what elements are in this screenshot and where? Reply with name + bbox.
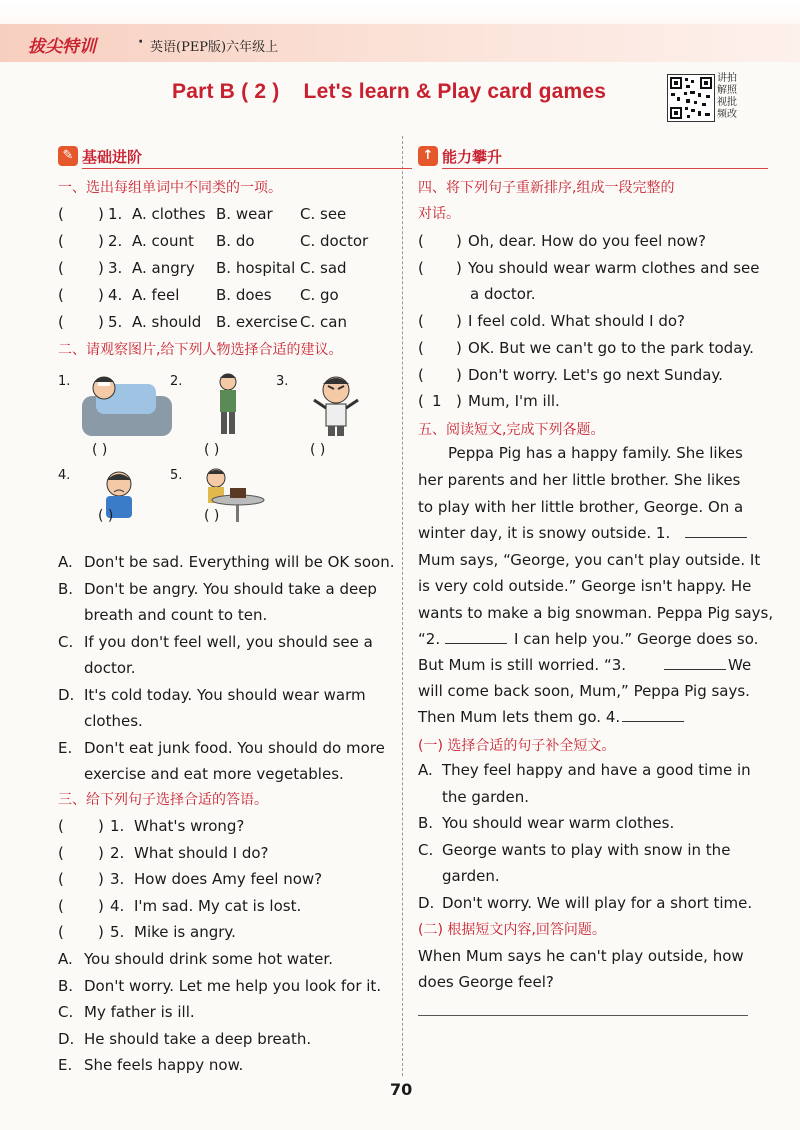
- sick-boy-in-bed-image: [76, 370, 176, 440]
- option-letter: A.: [58, 553, 73, 571]
- answer-paren-close: ): [98, 232, 104, 250]
- option-c: C. go: [300, 286, 339, 304]
- dialogue-line: You should wear warm clothes and see: [468, 258, 760, 277]
- option-text: If you don't feel well, you should see a: [84, 632, 373, 651]
- answer-paren-open[interactable]: (: [58, 232, 64, 250]
- answer-paren-close: ): [456, 338, 462, 357]
- dialogue-line: a doctor.: [470, 285, 536, 304]
- brand-logo: 拔尖特训: [28, 37, 96, 57]
- angry-boy-image: [306, 370, 366, 440]
- answer-paren-open[interactable]: (: [418, 392, 424, 411]
- option-letter: E.: [58, 738, 73, 757]
- option-b: B. exercise: [216, 313, 298, 331]
- option-b: B. do: [216, 232, 255, 250]
- item-number: 4.: [108, 286, 123, 304]
- answer-paren-open[interactable]: (: [58, 896, 64, 915]
- option-text: He should take a deep breath.: [84, 1029, 312, 1048]
- item-number: 4.: [110, 896, 125, 915]
- qr-caption: 讲拍 解照 视批 频改: [717, 73, 737, 120]
- dialogue-line: Oh, dear. How do you feel now?: [468, 232, 706, 250]
- q3-heading: 三、给下列句子选择合适的答语。: [58, 792, 268, 808]
- passage-line: But Mum is still worried. “3.: [418, 656, 627, 674]
- option-c: C. sad: [300, 259, 347, 277]
- option-text: You should wear warm clothes.: [442, 814, 675, 832]
- option-c: C. doctor: [300, 232, 369, 250]
- option-text: Don't worry. We will play for a short time.: [442, 893, 753, 912]
- item-number: 5.: [110, 923, 125, 941]
- option-text: Don't be sad. Everything will be OK soon.: [84, 553, 395, 571]
- answer-paren-open[interactable]: (: [58, 843, 64, 862]
- answer-paren-close: ): [98, 870, 104, 888]
- passage-line: Then Mum lets them go. 4.: [418, 708, 621, 726]
- item-number: 1.: [108, 205, 123, 223]
- answer-paren-open[interactable]: (: [58, 313, 64, 331]
- q5-sub2: (二) 根据短文内容,回答问题。: [418, 922, 606, 938]
- option-text: George wants to play with snow in the: [442, 840, 731, 859]
- item-text: What's wrong?: [134, 817, 245, 835]
- page-title: Part B ( 2 ) Let's learn & Play card games: [172, 80, 607, 103]
- q5-sub1: (一) 选择合适的句子补全短文。: [418, 738, 616, 754]
- column-divider: [402, 136, 403, 1076]
- passage-line: Mum says, “George, you can't play outside. It: [418, 551, 761, 569]
- item-number: 3.: [108, 259, 123, 277]
- answer-line[interactable]: [418, 1015, 748, 1016]
- item-text: What should I do?: [134, 843, 269, 862]
- answer-paren-close: ): [98, 313, 104, 331]
- answer-blank[interactable]: [685, 537, 747, 538]
- option-text: Don't eat junk food. You should do more: [84, 738, 385, 757]
- option-letter: E.: [58, 1056, 73, 1074]
- item-text: Mike is angry.: [134, 923, 236, 941]
- option-text: She feels happy now.: [84, 1056, 244, 1074]
- page-number: 70: [390, 1080, 413, 1099]
- answer-blank[interactable]: [445, 643, 507, 644]
- passage-line: will come back soon, Mum,” Peppa Pig says.: [418, 682, 750, 700]
- answer-paren-open[interactable]: (: [418, 312, 424, 331]
- passage-line: I can help you.” George does so.: [514, 630, 759, 648]
- option-letter: D.: [418, 893, 435, 912]
- option-text: exercise and eat more vegetables.: [84, 765, 344, 783]
- option-letter: D.: [58, 1029, 75, 1048]
- q5-heading: 五、阅读短文,完成下列各题。: [418, 422, 605, 438]
- answer-paren-close: ): [98, 843, 104, 862]
- option-a: A. count: [132, 232, 194, 250]
- answer-paren-open[interactable]: (: [418, 338, 424, 357]
- answer-paren-open[interactable]: (: [418, 365, 424, 384]
- answer-paren-open[interactable]: (: [58, 286, 64, 304]
- option-a: A. angry: [132, 259, 195, 277]
- answer-paren-open[interactable]: (: [58, 817, 64, 835]
- answer-paren-close: ): [456, 365, 462, 384]
- option-letter: C.: [418, 840, 434, 859]
- subject-label: 英语(PEP版)六年级上: [150, 40, 279, 55]
- dialogue-line: Mum, I'm ill.: [468, 392, 560, 411]
- answer-blank[interactable]: [664, 669, 726, 670]
- option-text: My father is ill.: [84, 1003, 195, 1021]
- item-number: 2.: [108, 232, 123, 250]
- answer-paren-open[interactable]: (: [418, 232, 424, 250]
- item-number: 3.: [110, 870, 125, 888]
- answer-paren-close: ): [456, 232, 462, 250]
- option-text: breath and count to ten.: [84, 606, 268, 624]
- option-a: A. should: [132, 313, 202, 331]
- answer-paren-close: ): [456, 312, 462, 331]
- cold-boy-image: [208, 370, 248, 440]
- header-dot: ·: [138, 34, 144, 50]
- passage-line: to play with her little brother, George. On a: [418, 498, 744, 516]
- option-a: A. clothes: [132, 205, 206, 223]
- option-text: Don't be angry. You should take a deep: [84, 579, 377, 598]
- q5-question-line1: When Mum says he can't play outside, how: [418, 947, 744, 965]
- option-letter: C.: [58, 632, 74, 651]
- answer-paren-close: ): [456, 392, 462, 411]
- answer-paren-close: ): [98, 896, 104, 915]
- answer-paren-close: ): [98, 923, 104, 941]
- passage-line: wants to make a big snowman. Peppa Pig says,: [418, 604, 774, 622]
- answer-paren-close: ): [98, 286, 104, 304]
- item-number: 2.: [110, 843, 125, 862]
- option-letter: C.: [58, 1003, 74, 1021]
- passage-line: We: [728, 656, 752, 674]
- option-c: C. can: [300, 313, 347, 331]
- rocket-icon: ↑: [418, 146, 438, 166]
- answer-paren-open[interactable]: (: [58, 205, 64, 223]
- dialogue-line: I feel cold. What should I do?: [468, 312, 686, 331]
- q4-heading-line1: 四、将下列句子重新排序,组成一段完整的: [418, 180, 675, 196]
- passage-line: “2.: [418, 630, 441, 648]
- item-number: 5.: [108, 313, 123, 331]
- option-letter: D.: [58, 685, 75, 704]
- q5-question-line2: does George feel?: [418, 973, 554, 991]
- answer-paren-close: ): [456, 258, 462, 277]
- answer-paren-close: ): [98, 817, 104, 835]
- header-band: [0, 24, 800, 62]
- item-number: 1.: [110, 817, 125, 835]
- answer-paren-open[interactable]: (: [58, 259, 64, 277]
- answer-paren-open[interactable]: (: [58, 923, 64, 941]
- qr-code[interactable]: [667, 74, 715, 122]
- passage-line: winter day, it is snowy outside. 1.: [418, 524, 671, 542]
- option-text: the garden.: [442, 787, 530, 806]
- passage-line: is very cold outside.” George isn't happy. He: [418, 577, 752, 595]
- option-b: B. wear: [216, 205, 273, 223]
- option-b: B. hospital: [216, 259, 296, 277]
- q2-heading: 二、请观察图片,给下列人物选择合适的建议。: [58, 342, 343, 358]
- option-text: garden.: [442, 867, 500, 885]
- answer-paren-close: ): [98, 205, 104, 223]
- option-text: clothes.: [84, 712, 143, 730]
- item-text: How does Amy feel now?: [134, 870, 323, 888]
- passage-line: her parents and her little brother. She likes: [418, 471, 741, 489]
- pen-icon: ✎: [58, 146, 78, 166]
- q1-heading: 一、选出每组单词中不同类的一项。: [58, 180, 282, 196]
- option-text: doctor.: [84, 659, 136, 677]
- option-text: Don't worry. Let me help you look for it.: [84, 976, 382, 995]
- option-text: It's cold today. You should wear warm: [84, 685, 366, 704]
- option-a: A. feel: [132, 286, 180, 304]
- answer-value[interactable]: 1: [432, 392, 442, 411]
- dialogue-line: OK. But we can't go to the park today.: [468, 338, 754, 357]
- answer-paren-open[interactable]: (: [418, 258, 424, 277]
- item-text: I'm sad. My cat is lost.: [134, 896, 302, 915]
- answer-blank[interactable]: [622, 721, 684, 722]
- option-text: They feel happy and have a good time in: [442, 761, 751, 779]
- option-b: B. does: [216, 286, 272, 304]
- q4-heading-line2: 对话。: [418, 206, 460, 222]
- option-letter: A.: [418, 761, 433, 779]
- option-letter: B.: [58, 579, 74, 598]
- dialogue-line: Don't worry. Let's go next Sunday.: [468, 365, 723, 384]
- answer-paren-open[interactable]: (: [58, 870, 64, 888]
- option-letter: A.: [58, 950, 73, 968]
- answer-paren-close: ): [98, 259, 104, 277]
- passage-line: Peppa Pig has a happy family. She likes: [448, 444, 743, 462]
- option-letter: B.: [58, 976, 74, 995]
- option-text: You should drink some hot water.: [84, 950, 333, 968]
- option-letter: B.: [418, 814, 434, 832]
- option-c: C. see: [300, 205, 347, 223]
